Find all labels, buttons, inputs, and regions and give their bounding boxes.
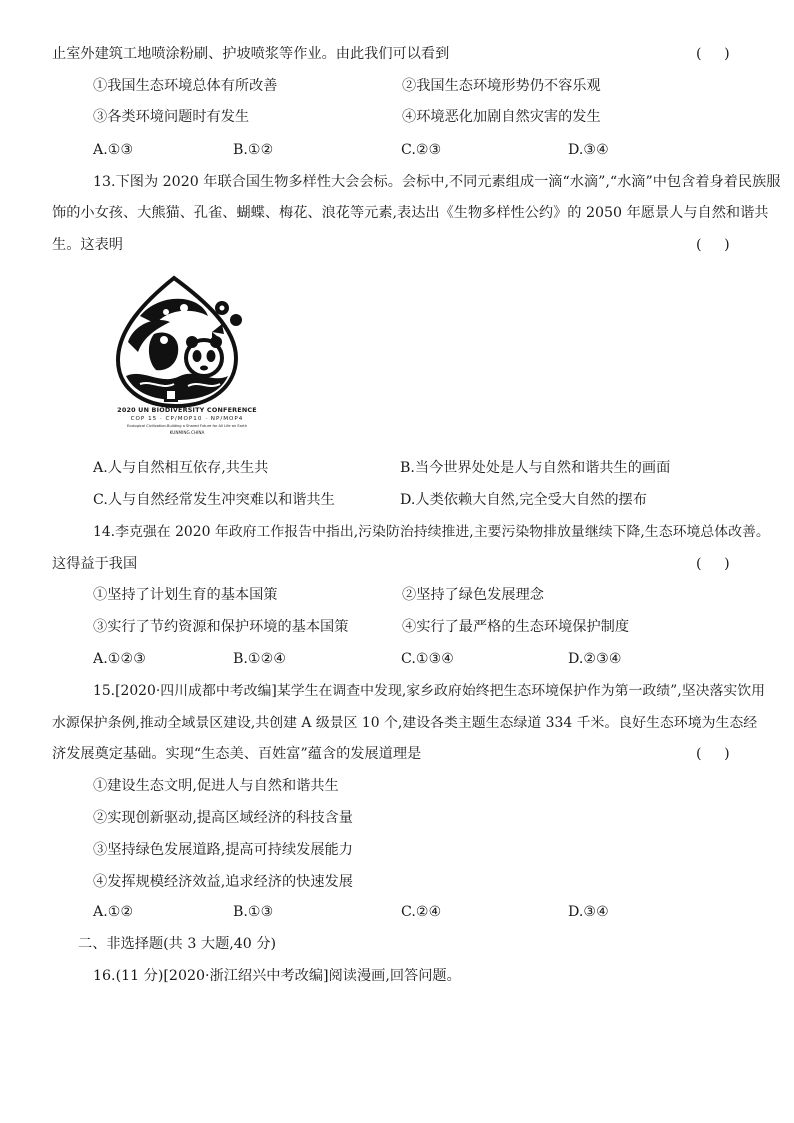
biodiversity-conference-logo (104, 272, 270, 444)
q14-choices (93, 649, 713, 669)
q15-answer-paren: ( ) (696, 746, 730, 762)
q12-statement-3: ③各类环境问题时有发生 (93, 109, 250, 125)
q13-choice-a[interactable]: A.人与自然相互依存,共生共 (93, 460, 269, 476)
q14-choice-d[interactable]: D.②③④ (568, 651, 622, 667)
q13-stem-line-2: 饰的小女孩、大熊猫、孔雀、蝴蝶、梅花、浪花等元素,表达出《生物多样性公约》的 2050 年愿景人与自然和谐共 (52, 205, 769, 221)
q14-answer-paren: ( ) (696, 556, 730, 572)
q13-stem-line-1: 13.下图为 2020 年联合国生物多样性大会会标。会标中,不同元素组成一滴“水滴”,“水滴”中包含着身着民族服 (93, 174, 781, 190)
q14-statement-1: ①坚持了计划生育的基本国策 (93, 587, 278, 603)
q14-stem-line-1: 14.李克强在 2020 年政府工作报告中指出,污染防治持续推进,主要污染物排放量继续下降,生态环境总体改善。 (93, 524, 770, 540)
q16-stem-line: 16.(11 分)[2020·浙江绍兴中考改编]阅读漫画,回答问题。 (93, 968, 461, 984)
q15-statement-4: ④发挥规模经济效益,追求经济的快速发展 (93, 874, 353, 890)
q12-choice-d[interactable]: D.③④ (568, 142, 609, 158)
q14-choice-b[interactable]: B.①②④ (233, 651, 287, 667)
q13-choice-b[interactable]: B.当今世界处处是人与自然和谐共生的画面 (400, 460, 671, 476)
q14-choice-c[interactable]: C.①③④ (401, 651, 455, 667)
q15-choices (93, 902, 713, 922)
q15-statement-2: ②实现创新驱动,提高区域经济的科技含量 (93, 810, 353, 826)
q15-stem-line-1: 15.[2020·四川成都中考改编]某学生在调查中发现,家乡政府始终把生态环境保护作为第一政绩”,坚决落实饮用 (93, 683, 766, 699)
q13-stem-line-3: 生。这表明 (52, 237, 123, 253)
q15-choice-b[interactable]: B.①③ (233, 904, 274, 920)
q14-choice-a[interactable]: A.①②③ (93, 651, 146, 667)
q13-choice-c[interactable]: C.人与自然经常发生冲突难以和谐共生 (93, 492, 335, 508)
q14-statement-2: ②坚持了绿色发展理念 (402, 587, 544, 603)
q15-choice-c[interactable]: C.②④ (401, 904, 442, 920)
q15-stem-line-3: 济发展奠定基础。实现“生态美、百姓富”蕴含的发展道理是 (52, 746, 422, 762)
q15-choice-a[interactable]: A.①② (93, 904, 134, 920)
logo-city: KUNMING CHINA (169, 430, 205, 435)
q12-answer-paren: ( ) (696, 46, 730, 62)
q12-statement-2: ②我国生态环境形势仍不容乐观 (402, 78, 601, 94)
q14-stem-line-2: 这得益于我国 (52, 556, 138, 572)
q15-choice-d[interactable]: D.③④ (568, 904, 609, 920)
logo-motto: Ecological Civilization-Building a Shared Future for All Life on Earth (126, 424, 247, 428)
q14-statement-3: ③实行了节约资源和保护环境的基本国策 (93, 619, 349, 635)
q15-statement-3: ③坚持绿色发展道路,提高可持续发展能力 (93, 842, 353, 858)
q12-stem-line: 止室外建筑工地喷涂粉刷、护坡喷浆等作业。由此我们可以看到 (52, 46, 450, 62)
q14-statement-4: ④实行了最严格的生态环境保护制度 (402, 619, 630, 635)
logo-title: 2020 UN BIODIVERSITY CONFERENCE (117, 406, 257, 414)
q12-statement-1: ①我国生态环境总体有所改善 (93, 78, 278, 94)
q15-stem-line-2: 水源保护条例,推动全域景区建设,共创建 A 级景区 10 个,建设各类主题生态绿道 334 千米。良好生态环境为生态经 (52, 715, 758, 731)
q15-statement-1: ①建设生态文明,促进人与自然和谐共生 (93, 778, 339, 794)
q13-answer-paren: ( ) (696, 237, 730, 253)
logo-subtitle: COP 15 · CP/MOP10 · NP/MOP4 (130, 416, 244, 422)
q12-choice-c[interactable]: C.②③ (401, 142, 442, 158)
q12-choices (93, 140, 713, 160)
q12-choice-a[interactable]: A.①③ (93, 142, 134, 158)
q12-choice-b[interactable]: B.①② (233, 142, 274, 158)
q12-statement-4: ④环境恶化加剧自然灾害的发生 (402, 109, 601, 125)
section-heading-nonchoice: 二、非选择题(共 3 大题,40 分) (78, 936, 277, 952)
q13-choice-d[interactable]: D.人类依赖大自然,完全受大自然的摆布 (400, 492, 647, 508)
